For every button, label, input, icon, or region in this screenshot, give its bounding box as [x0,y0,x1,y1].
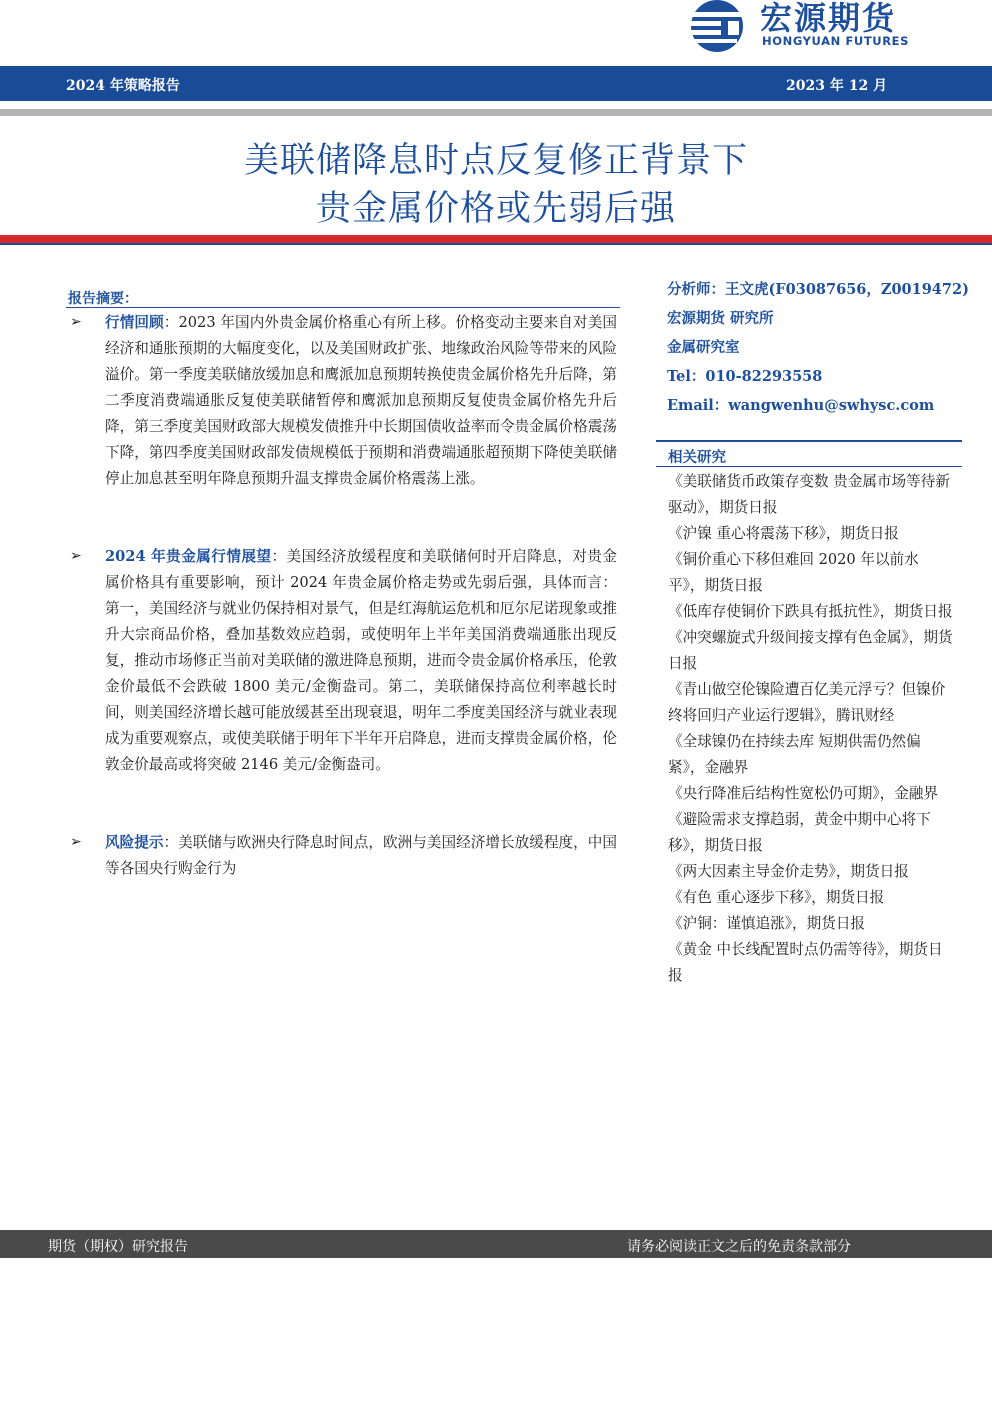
analyst-institute: 宏源期货 研究所 [667,310,774,327]
bullet-arrow-icon: ➢ [70,548,82,564]
report-type: 2024 年策略报告 [66,78,180,94]
related-divider [656,466,962,467]
footer-disclaimer-note: 请务必阅读正文之后的免责条款部分 [627,1239,851,1255]
bullet-lead: 风险提示 [105,834,164,851]
related-research-item[interactable]: 《青山做空伦镍险遭百亿美元浮亏？但镍价终将回归产业运行逻辑》，腾讯财经 [668,681,946,724]
bullet-lead: 行情回顾 [105,314,164,331]
related-research-item[interactable]: 《沪铜：谨慎追涨》，期货日报 [668,915,866,932]
title-divider-blue [0,243,992,245]
summary-bullet-review [105,310,617,492]
analyst-email[interactable]: Email：wangwenhu@swhysc.com [667,397,935,414]
title-divider-red [0,235,992,243]
bullet-arrow-icon: ➢ [70,314,82,330]
logo-text-cn: 宏源期货 [760,0,897,37]
summary-bullet-outlook [105,544,617,778]
bullet-arrow-icon: ➢ [70,834,82,850]
analyst-info [667,275,967,420]
related-research-item[interactable]: 《沪镍 重心将震荡下移》，期货日报 [668,525,899,542]
related-research-item[interactable]: 《两大因素主导金价走势》，期货日报 [668,863,909,880]
analyst-name: 分析师：王文虎(F03087656，Z0019472) [667,281,969,298]
report-title-line-2: 贵金属价格或先弱后强 [315,189,676,229]
related-research-item[interactable]: 《美联储货币政策存变数 贵金属市场等待新驱动》，期货日报 [668,473,950,516]
bullet-body: ：美国经济放缓程度和美联储何时开启降息，对贵金属价格具有重要影响，预计 2024 年贵金属价格走势或先弱后强，具体而言：第一，美国经济与就业仍保持相对景气，但是红海航运危机和厄尔尼诺现象或推升大宗商品价格，叠加基数效应趋弱，或使明年上半年美国消费端通胀出现反复，推动市场修正当前对美联储的激进降息预期，进而令贵金属价格承压，伦敦金价最低不会跌破 1800 美元/金衡盎司。第二，美联储保持高位利率越长时间，则美国经济增长越可能放缓甚至出现衰退，明年二季度美国经济与就业表现成为重要观察点，或使美联储于明年下半年开启降息，进而支撑贵金属价格，伦敦金价最高或将突破 2146 美元/金衡盎司。 [105,548,617,773]
related-divider-top [656,440,962,442]
logo-text-en: HONGYUAN FUTURES [762,34,910,48]
bullet-body: ：2023 年国内外贵金属价格重心有所上移。价格变动主要来自对美国经济和通胀预期的大幅度变化，以及美国财政扩张、地缘政治风险等带来的风险溢价。第一季度美联储放缓加息和鹰派加息预期转换使贵金属价格先升后降，第二季度消费端通胀反复使美联储暂停和鹰派加息预期反复使贵金属价格先升后降，第三季度美国财政部大规模发债推升中长期国债收益率而令贵金属价格震荡下降，第四季度美国财政部发债规模低于预期和消费端通胀超预期下降使美联储停止加息甚至明年降息预期升温支撑贵金属价格震荡上涨。 [105,314,617,487]
report-date: 2023 年 12 月 [786,78,888,94]
report-title-line-1: 美联储降息时点反复修正背景下 [243,141,748,181]
summary-divider [66,307,620,308]
related-research-item[interactable]: 《央行降准后结构性宽松仍可期》，金融界 [668,785,938,802]
related-research-item[interactable]: 《有色 重心逐步下移》，期货日报 [668,889,885,906]
related-research-item[interactable]: 《铜价重心下移但难回 2020 年以前水平》，期货日报 [668,551,919,594]
related-research-item[interactable]: 《冲突螺旋式升级间接支撑有色金属》，期货日报 [668,629,953,672]
company-logo [682,0,982,56]
analyst-department: 金属研究室 [667,339,740,356]
bullet-body: ：美联储与欧洲央行降息时间点，欧洲与美国经济增长放缓程度，中国等各国央行购金行为 [105,834,617,877]
analyst-tel: Tel：010-82293558 [667,368,823,385]
related-research-item[interactable]: 《避险需求支撑趋弱，黄金中期中心将下移》，期货日报 [668,811,931,854]
summary-bullet-risk [105,830,617,882]
footer-report-category: 期货（期权）研究报告 [48,1239,188,1255]
summary-heading: 报告摘要： [68,291,138,307]
bullet-lead: 2024 年贵金属行情展望 [105,548,272,565]
related-research-item[interactable]: 《全球镍仍在持续去库 短期供需仍然偏紧》，金融界 [668,733,921,776]
header-divider [0,109,992,116]
related-research-item[interactable]: 《低库存使铜价下跌具有抵抗性》，期货日报 [668,603,953,620]
hongyuan-logo-mark-icon [682,0,752,52]
related-research-list [668,469,954,989]
related-research-item[interactable]: 《黄金 中长线配置时点仍需等待》，期货日报 [668,941,943,984]
related-research-heading: 相关研究 [668,449,726,466]
